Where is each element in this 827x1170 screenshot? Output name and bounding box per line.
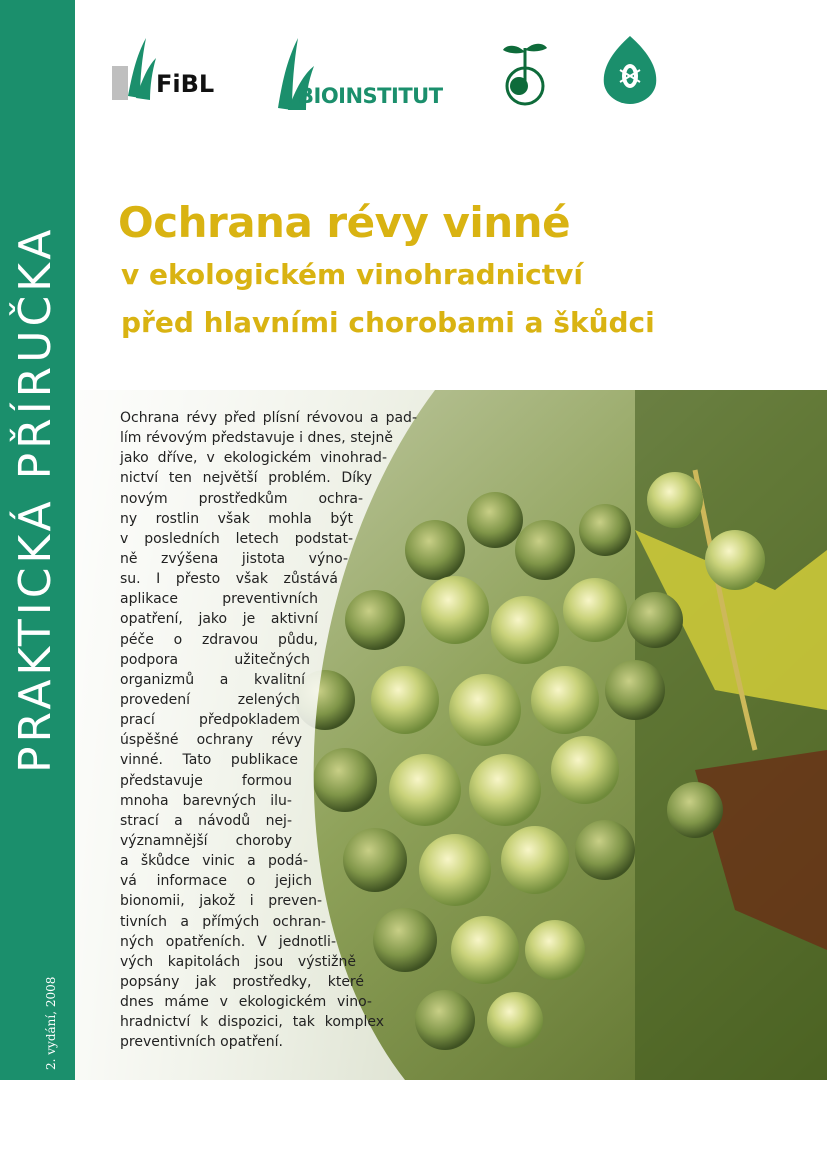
title-block — [118, 195, 808, 347]
intro-line: novým prostředkům ochra- — [120, 490, 363, 507]
intro-line: Ochrana révy před plísní révovou a pad- — [120, 410, 417, 426]
fibl-wordmark: FiBL — [156, 70, 215, 98]
intro-line: představuje formou — [120, 772, 292, 789]
intro-line: provedení zelených — [120, 691, 300, 708]
intro-line: významnější choroby — [120, 832, 292, 849]
leaf-logo — [590, 32, 670, 112]
intro-line: jako dříve, v ekologickém vinohrad- — [120, 450, 387, 467]
intro-line: vá informace o jejich — [120, 873, 312, 890]
intro-line: opatření, jako je aktivní — [120, 611, 318, 628]
intro-line: popsány jak prostředky, které — [120, 973, 364, 990]
intro-line: tivních a přímých ochran- — [120, 913, 326, 930]
sidebar-title: PRAKTICKÁ PŘÍRUČKA — [10, 225, 61, 773]
seal-logo — [495, 38, 555, 108]
intro-line: ných opatřeních. V jednotli- — [120, 933, 336, 950]
intro-line: aplikace preventivních — [120, 591, 318, 608]
intro-line: ny rostlin však mohla být — [120, 510, 353, 527]
intro-line: mnoha barevných ilu- — [120, 792, 292, 809]
document-title: Ochrana révy vinné — [118, 198, 571, 247]
intro-line: ně zvýšena jistota výno- — [120, 550, 348, 567]
bioinstitut-logo — [270, 36, 460, 111]
intro-line: péče o zdravou půdu, — [120, 631, 318, 648]
intro-line: podpora užitečných — [120, 651, 310, 668]
seedling-seal-icon — [495, 38, 555, 108]
fibl-logo — [110, 36, 240, 106]
intro-line: bionomii, jakož i preven- — [120, 893, 322, 910]
intro-line: su. I přesto však zůstává — [120, 571, 338, 588]
bioinstitut-wordmark: BIOINSTITUT — [298, 84, 443, 108]
edition-label: 2. vydání, 2008 — [44, 976, 58, 1070]
document-subtitle-line-1: v ekologickém vinohradnictví — [121, 258, 584, 291]
intro-line: vinné. Tato publikace — [120, 752, 298, 769]
intro-paragraph — [120, 408, 560, 1053]
leaf-insect-icon — [590, 32, 670, 112]
intro-line: vých kapitolách jsou výstižně — [120, 953, 356, 970]
logo-bar — [110, 30, 670, 120]
intro-line: strací a návodů nej- — [120, 812, 292, 829]
intro-line: nictví ten největší problém. Díky — [120, 470, 372, 487]
intro-line: organizmů a kvalitní — [120, 671, 305, 688]
intro-line: v posledních letech podstat- — [120, 530, 353, 547]
intro-line: úspěšné ochrany révy — [120, 732, 302, 749]
intro-line: hradnictví k dispozici, tak komplex — [120, 1014, 384, 1031]
document-subtitle-line-2: před hlavními chorobami a škůdci — [121, 306, 655, 339]
sidebar-band — [0, 0, 75, 1080]
intro-line: a škůdce vinic a podá- — [120, 853, 308, 870]
intro-line: prací předpokladem — [120, 712, 300, 729]
intro-line: preventivních opatření. — [120, 1034, 283, 1051]
intro-line: dnes máme v ekologickém vino- — [120, 994, 372, 1011]
intro-line: lím révovým představuje i dnes, stejně — [120, 430, 393, 447]
